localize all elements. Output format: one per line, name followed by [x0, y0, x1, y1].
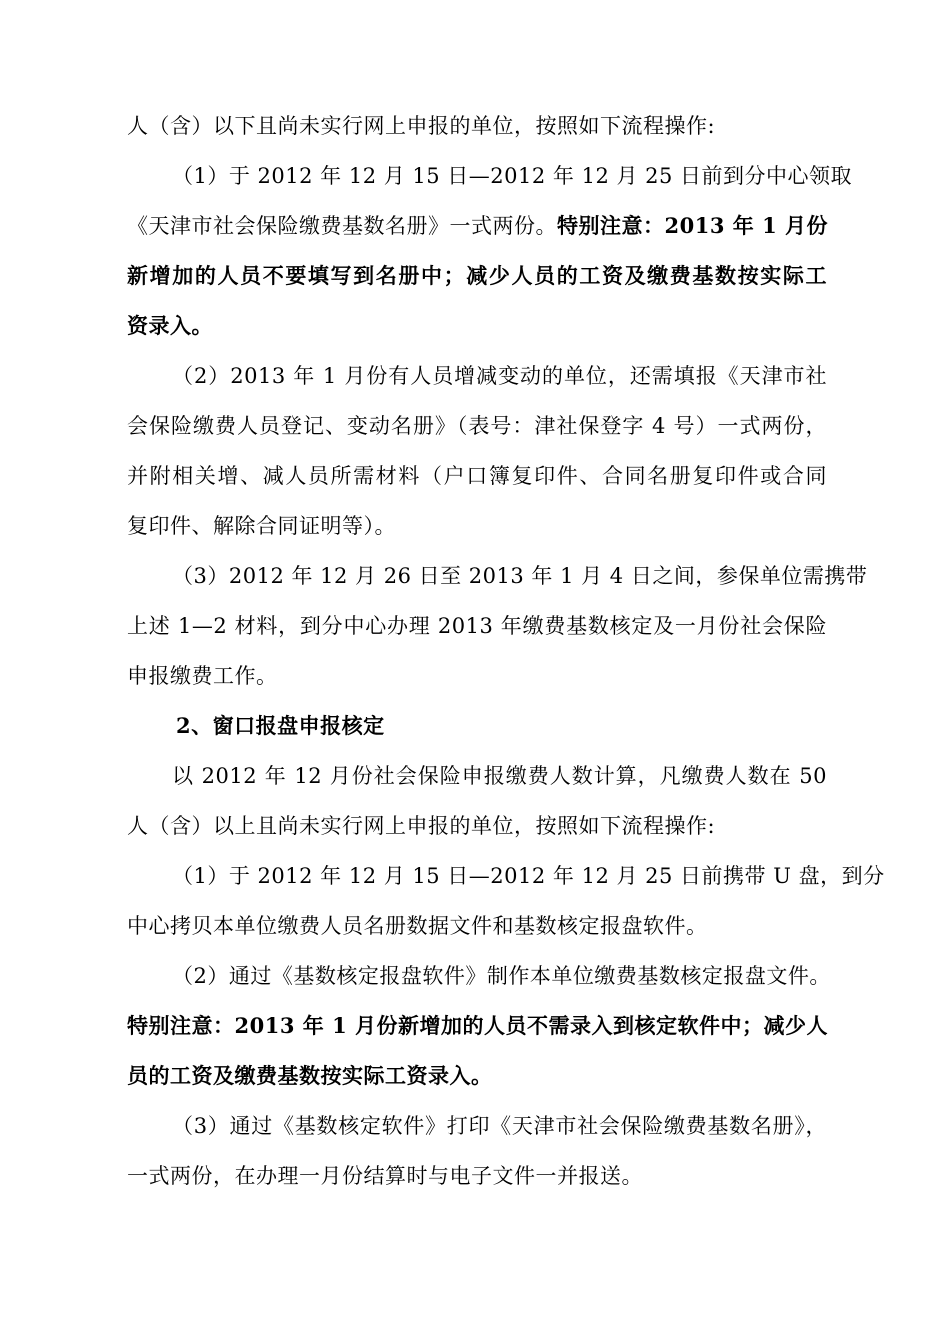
s1-step1-notice-line2: 新增加的人员不要填写到名册中；减少人员的工资及缴费基数按实际工 [127, 263, 827, 288]
section2-heading: 2、窗口报盘申报核定 [176, 713, 385, 738]
s1-step3-line2: 上述 1—2 材料，到分中心办理 2013 年缴费基数核定及一月份社会保险 [127, 614, 827, 638]
s2-step2-notice-line1: 特别注意：2013 年 1 月份新增加的人员不需录入到核定软件中；减少人 [127, 1013, 828, 1038]
s2-step2-line1: （2）通过《基数核定报盘软件》制作本单位缴费基数核定报盘文件。 [172, 964, 831, 988]
s1-step3-line1: （3）2012 年 12 月 26 日至 2013 年 1 月 4 日之间，参保单位需携带 [172, 564, 868, 588]
s2-step3-line1: （3）通过《基数核定软件》打印《天津市社会保险缴费基数名册》， [172, 1114, 827, 1138]
s1-step1-line1: （1）于 2012 年 12 月 15 日—2012 年 12 月 25 日前到分中心领取 [172, 164, 853, 188]
s2-intro-line1: 以 2012 年 12 月份社会保险申报缴费人数计算，凡缴费人数在 50 [172, 764, 827, 788]
s1-step2-line1: （2）2013 年 1 月份有人员增减变动的单位，还需填报《天津市社 [172, 364, 827, 388]
s1-step2-line3: 并附相关增、减人员所需材料（户口簿复印件、合同名册复印件或合同 [127, 464, 827, 488]
s1-step2-line2: 会保险缴费人员登记、变动名册》（表号：津社保登字 4 号）一式两份， [127, 414, 827, 438]
s1-step1-notice-start: 特别注意：2013 年 1 月份 [557, 213, 828, 238]
s1-step1-line2 [127, 212, 827, 240]
s1-step1-line2-normal: 《天津市社会保险缴费基数名册》一式两份。 [127, 214, 557, 238]
s2-step3-line2: 一式两份，在办理一月份结算时与电子文件一并报送。 [127, 1164, 643, 1188]
s1-step1-notice-line3: 资录入。 [127, 313, 213, 338]
s2-step2-notice-line2: 员的工资及缴费基数按实际工资录入。 [127, 1063, 493, 1088]
s2-step1-line1: （1）于 2012 年 12 月 15 日—2012 年 12 月 25 日前携带 U 盘，到分 [172, 864, 885, 888]
s1-step3-line3: 申报缴费工作。 [127, 664, 278, 688]
s1-step2-line4: 复印件、解除合同证明等）。 [127, 514, 396, 538]
s1-intro-tail: 人（含）以下且尚未实行网上申报的单位，按照如下流程操作: [127, 114, 716, 138]
s2-step1-line2: 中心拷贝本单位缴费人员名册数据文件和基数核定报盘软件。 [127, 914, 708, 938]
s2-intro-line2: 人（含）以上且尚未实行网上申报的单位，按照如下流程操作: [127, 814, 716, 838]
